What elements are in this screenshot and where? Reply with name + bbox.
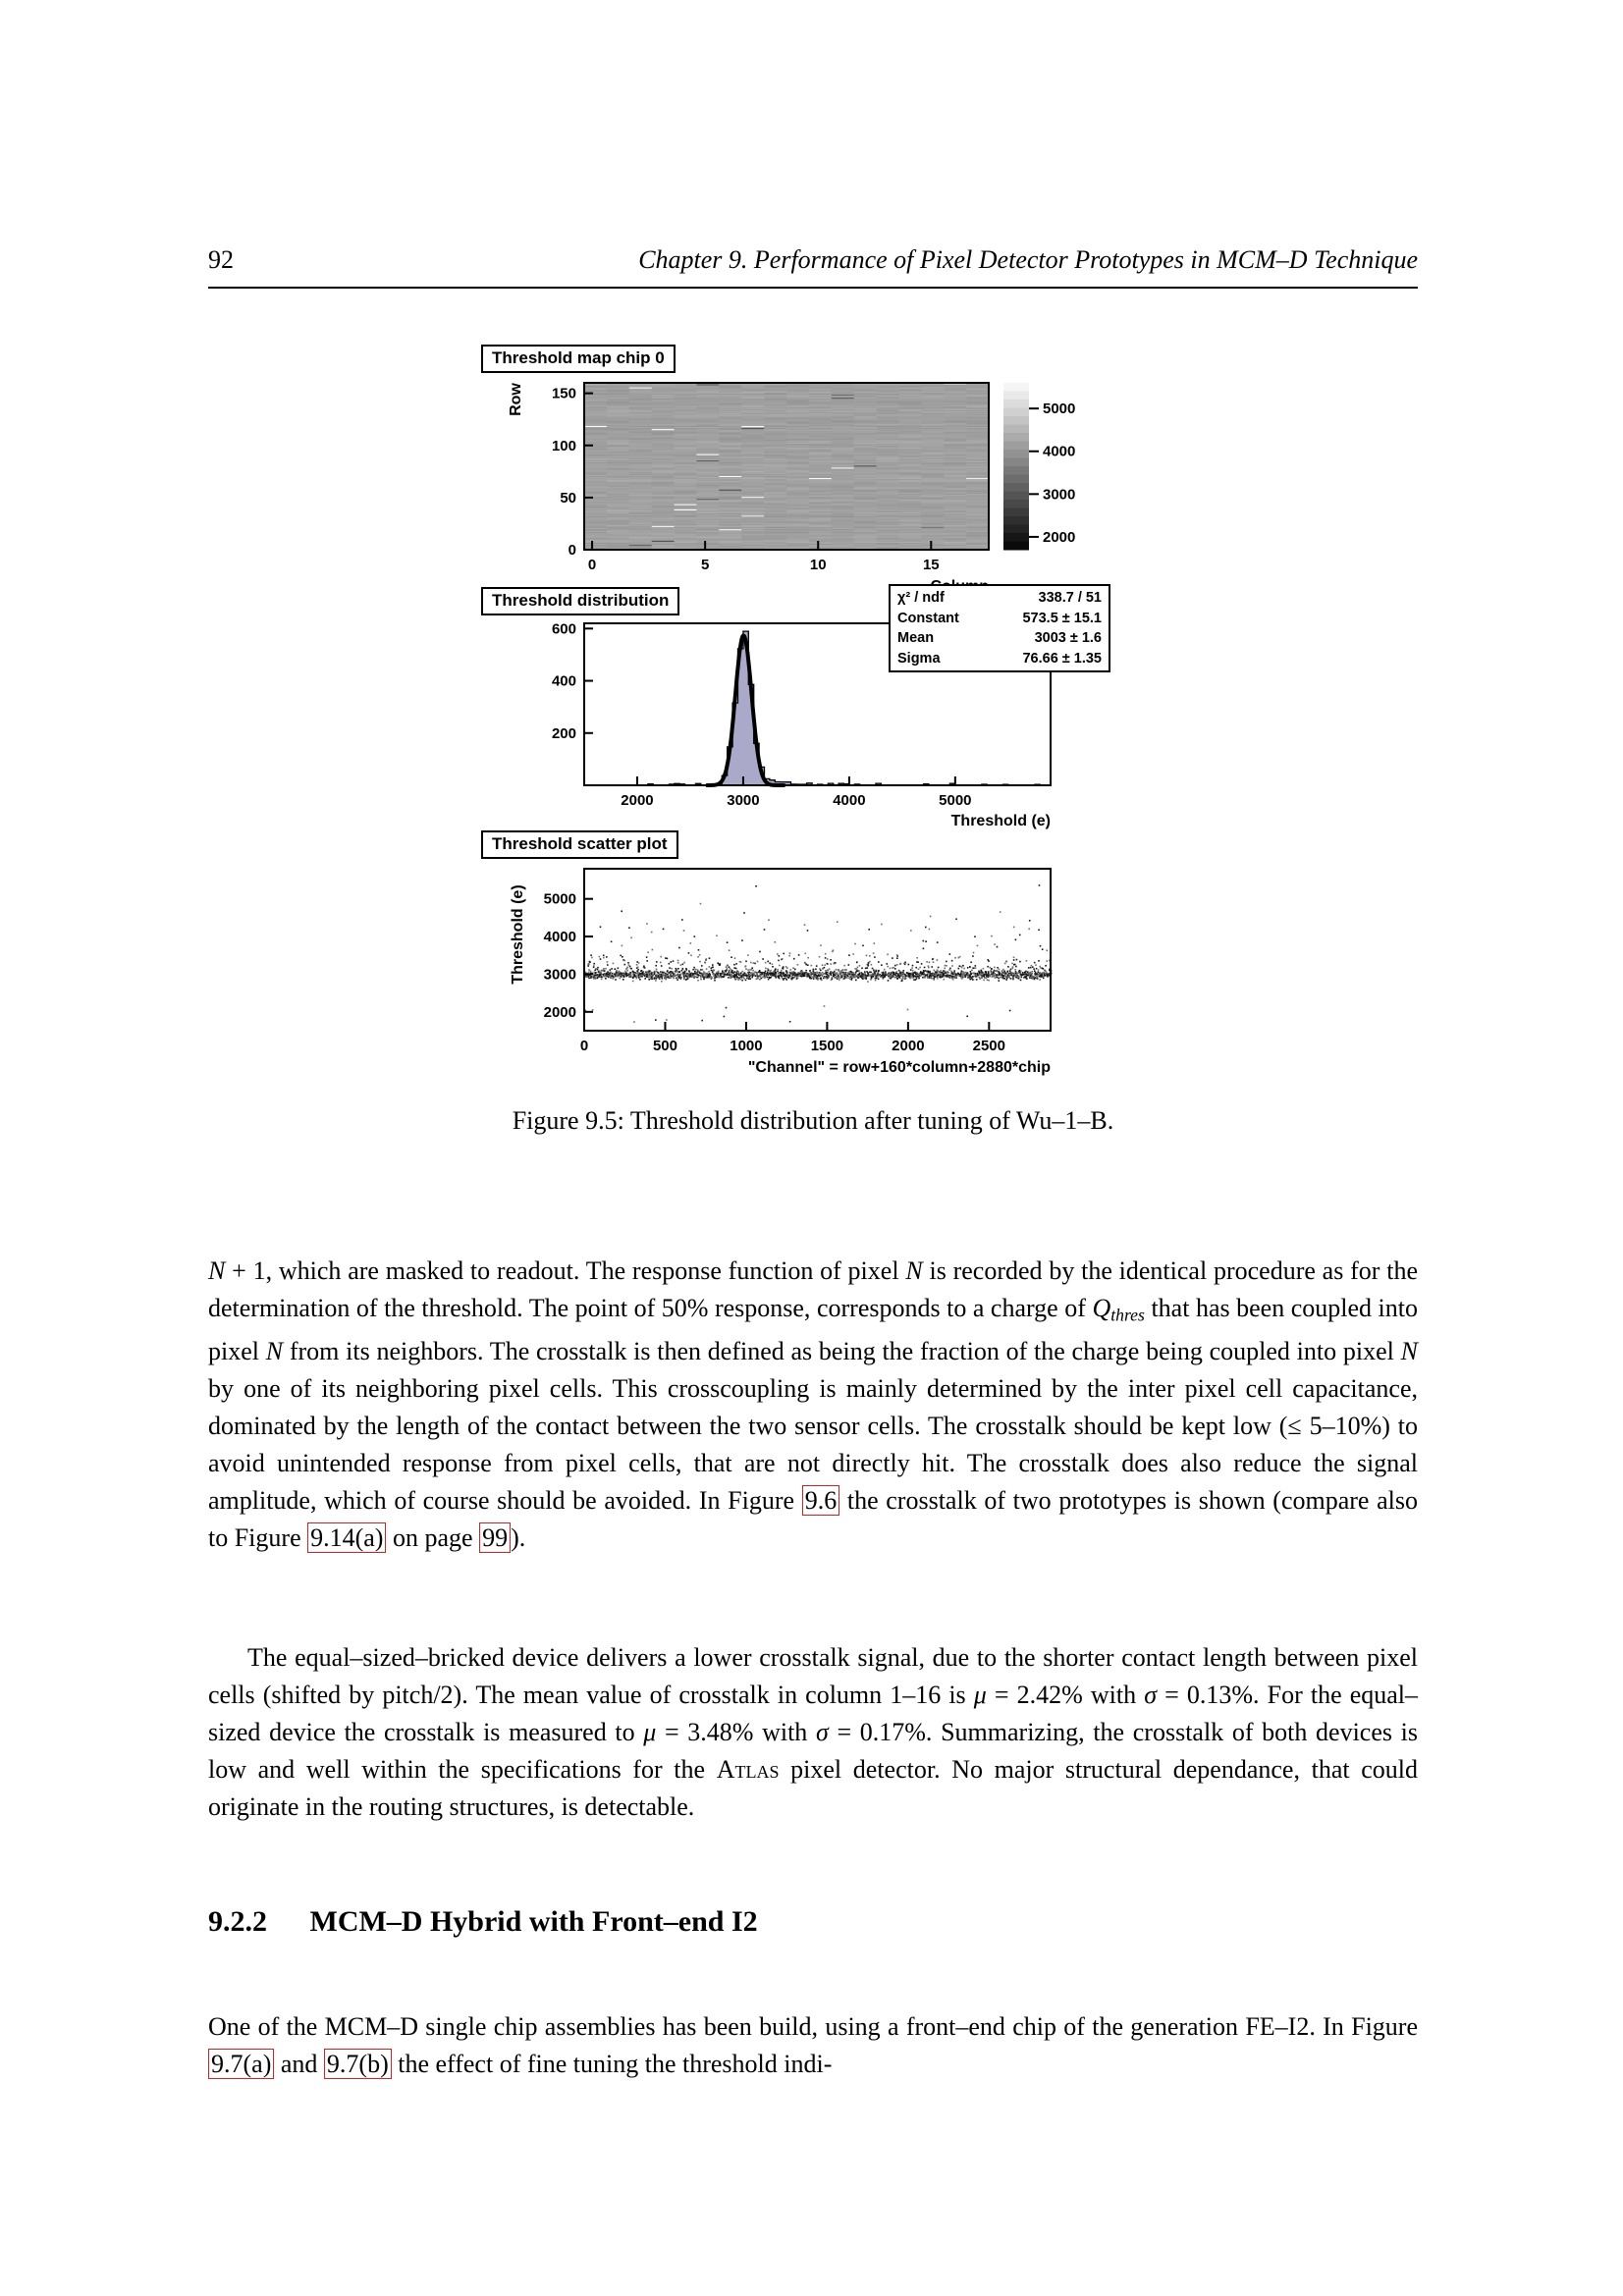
page-number: 92: [208, 245, 234, 274]
fit-stats-row: [897, 609, 1102, 629]
text-segment: pixel detector. No major structural dependance, that could originate in the routing structures, is detectable.: [208, 1755, 1419, 1821]
svg-text:0: 0: [587, 557, 597, 573]
svg-text:15: 15: [922, 557, 940, 573]
running-chapter-title: Chapter 9. Performance of Pixel Detector Prototypes in MCM–D Technique: [638, 245, 1418, 274]
svg-text:5000: 5000: [939, 792, 972, 809]
svg-text:150: 150: [551, 385, 576, 402]
svg-text:10: 10: [809, 557, 827, 573]
page-header: [208, 245, 1418, 279]
svg-text:5000: 5000: [1043, 400, 1076, 418]
text-segment: Atlas: [716, 1755, 780, 1784]
cross-reference-link[interactable]: 9.14(a): [307, 1522, 386, 1553]
text-segment: = 2.42% with: [986, 1681, 1145, 1709]
svg-text:50: 50: [560, 489, 576, 507]
text-segment: σ: [1144, 1681, 1158, 1709]
svg-text:2000: 2000: [1043, 528, 1076, 546]
svg-text:600: 600: [551, 620, 576, 638]
text-segment: the effect of fine tuning the threshold indi-: [391, 2050, 833, 2078]
stat-label: Constant: [897, 610, 959, 626]
cross-reference-link[interactable]: 9.6: [802, 1485, 840, 1516]
text-segment: N: [208, 1256, 226, 1285]
threshold-scatter-points: [584, 884, 1053, 1023]
text-segment: on page: [386, 1523, 480, 1553]
text-segment: = 0.13%. For the equal–sized device the crosstalk is measured to: [208, 1681, 1419, 1746]
svg-text:0: 0: [568, 542, 576, 559]
stat-label: Sigma: [897, 650, 941, 667]
fit-stats-row: [897, 649, 1102, 669]
figure-9-5: [471, 339, 1149, 1099]
text-segment: One of the MCM–D single chip assemblies has been build, using a front–end chip of the generation FE–I2. In Figure: [208, 2012, 1418, 2041]
cross-reference-link[interactable]: 9.7(a): [208, 2049, 274, 2079]
text-segment: The equal–sized–bricked device delivers a lower crosstalk signal, due to the shorter contact length between pixel cells (shifted by pitch/2). The mean value of crosstalk in column 1–16 is: [208, 1643, 1418, 1709]
section-heading-9-2-2: [208, 1905, 758, 1939]
svg-text:5: 5: [700, 557, 710, 573]
section-number: 9.2.2: [208, 1905, 267, 1938]
cross-reference-link[interactable]: 9.7(b): [324, 2049, 392, 2079]
figure-plots-canvas: [471, 339, 1149, 1099]
fit-stats-row: [897, 588, 1102, 609]
text-segment: μ: [643, 1718, 657, 1746]
text-segment: N: [1400, 1337, 1418, 1366]
text-segment: = 3.48% with: [656, 1718, 816, 1746]
text-segment: Q: [1092, 1294, 1111, 1322]
body-paragraph-crosstalk-definition: [208, 1253, 1418, 1557]
svg-text:4000: 4000: [1043, 443, 1076, 460]
text-segment: μ: [973, 1681, 987, 1709]
threshold-scatter-frame: [584, 869, 1051, 1031]
svg-text:2000: 2000: [621, 792, 654, 809]
text-segment: and: [274, 2050, 324, 2078]
text-segment: ).: [511, 1523, 526, 1553]
svg-text:Threshold (e): Threshold (e): [950, 813, 1051, 829]
svg-text:200: 200: [551, 724, 576, 742]
svg-text:Row: Row: [508, 383, 524, 416]
text-segment: = 0.17%. Summarizing, the crosstalk of both devices is low and well within the specifications for the: [208, 1718, 1418, 1784]
section-title: MCM–D Hybrid with Front–end I2: [309, 1905, 758, 1938]
text-segment: from its neighbors. The crosstalk is then defined as being the fraction of the charge being coupled into pixel: [283, 1337, 1401, 1366]
svg-text:100: 100: [551, 437, 576, 454]
text-segment: that has been coupled into pixel: [208, 1294, 1419, 1366]
stat-value: 573.5 ± 15.1: [1022, 610, 1102, 626]
text-segment: N: [265, 1337, 284, 1366]
body-paragraph-crosstalk-results: [208, 1639, 1418, 1826]
fit-stats-box: [889, 584, 1110, 672]
stat-value: 76.66 ± 1.35: [1022, 650, 1102, 667]
threshold-map-plot: [584, 383, 989, 550]
stat-label: χ² / ndf: [897, 590, 945, 606]
stat-value: 3003 ± 1.6: [1034, 630, 1102, 647]
text-segment: is recorded by the identical procedure as for the determination of the threshold. The point of 50% response, corresponds to a charge of: [208, 1256, 1418, 1322]
header-rule: [208, 287, 1418, 289]
threshold-map-title: Threshold map chip 0: [481, 345, 676, 373]
text-segment: by one of its neighboring pixel cells. This crosscoupling is mainly determined by the inter pixel cell capacitance, dominated by the length of the contact between the two sensor cells. The crosstalk should be kept low (≤ 5–10%) to avoid unintended response from pixel cells, that are not directly hit. The crosstalk does also reduce the signal amplitude, which of course should be avoided. In Figure: [208, 1374, 1418, 1516]
svg-text:3000: 3000: [1043, 486, 1076, 504]
body-paragraph-fe-i2: [208, 2008, 1418, 2083]
figure-caption: Figure 9.5: Threshold distribution after tuning of Wu–1–B.: [512, 1106, 1114, 1135]
stat-value: 338.7 / 51: [1038, 590, 1102, 606]
svg-text:3000: 3000: [727, 792, 760, 809]
threshold-distribution-title: Threshold distribution: [481, 587, 679, 615]
fit-stats-row: [897, 628, 1102, 649]
svg-text:400: 400: [551, 672, 576, 690]
text-segment: + 1, which are masked to readout. The response function of pixel: [225, 1256, 906, 1285]
stat-label: Mean: [897, 630, 935, 647]
svg-text:4000: 4000: [833, 792, 866, 809]
text-segment: N: [905, 1256, 923, 1285]
threshold-scatter-title: Threshold scatter plot: [481, 830, 678, 859]
text-segment: thres: [1110, 1305, 1145, 1325]
text-segment: the crosstalk of two prototypes is shown (compare also to Figure: [208, 1486, 1418, 1553]
cross-reference-link[interactable]: 99: [479, 1522, 511, 1553]
text-segment: σ: [815, 1718, 829, 1746]
